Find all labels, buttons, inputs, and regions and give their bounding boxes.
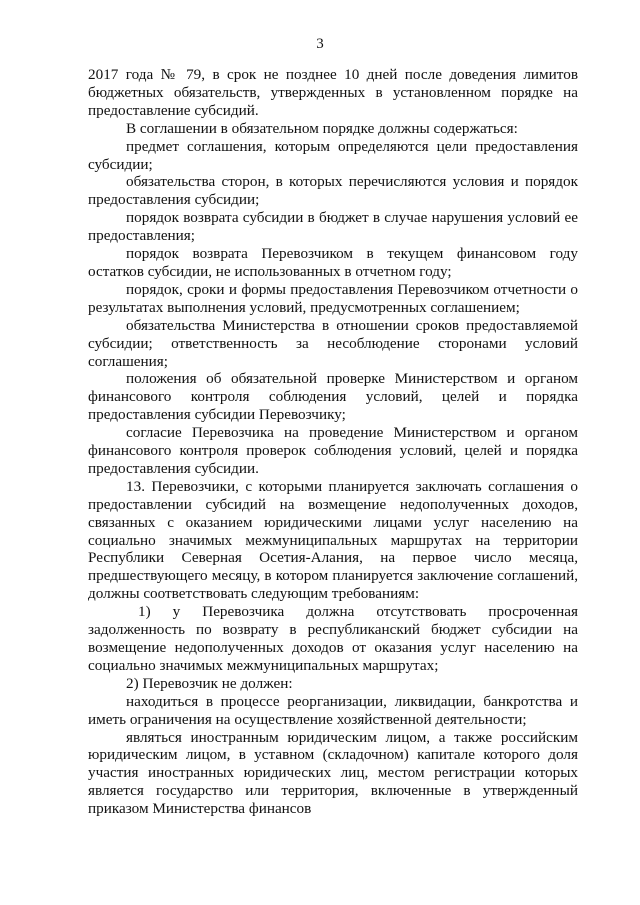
paragraph-agreement-subject: предмет соглашения, которым определяются цели предоставления субсидии; bbox=[88, 137, 578, 173]
paragraph-party-obligations: обязательства сторон, в которых перечисляются условия и порядок предоставления субсидии; bbox=[88, 173, 578, 209]
paragraph-ministry-obligations: обязательства Министерства в отношении сроков предоставляемой субсидии; ответственность за несоблюдение сторонами условий соглашения; bbox=[88, 316, 578, 370]
document-body bbox=[88, 66, 578, 818]
paragraph-mandatory-audit: положения об обязательной проверке Министерством и органом финансового контроля соблюдения условий, целей и порядка предоставления субсидии Перевозчику; bbox=[88, 370, 578, 424]
paragraph-return-remainder: порядок возврата Перевозчиком в текущем финансовом году остатков субсидии, не использованных в отчетном году; bbox=[88, 245, 578, 280]
paragraph-requirement-1: 1) у Перевозчика должна отсутствовать просроченная задолженность по возврату в республиканский бюджет субсидии на возмещение недополученных доходов от оказания услуг населению на социально значимых межмуниципальных маршрутах; bbox=[88, 603, 578, 674]
paragraph-agreement-intro: В соглашении в обязательном порядке должны содержаться: bbox=[126, 119, 518, 137]
paragraph-section-13: 13. Перевозчики, с которыми планируется заключать соглашения о предоставлении субсидий на возмещение недополученных доходов, связанных с оказанием юридическими лицами услуг населению на социально значимых межмуниципальных маршрутах на территории Республики Северная Осетия-Алания, на первое число месяца, предшествующего месяцу, в котором планируется заключение соглашений, должны соответствовать следующим требованиям: bbox=[88, 477, 578, 603]
paragraph-audit-consent: согласие Перевозчика на проведение Министерством и органом финансового контроля проверок соблюдения условий, целей и порядка предоставления субсидии. bbox=[88, 424, 578, 477]
paragraph-requirement-2: 2) Перевозчик не должен: bbox=[126, 674, 293, 692]
paragraph-no-foreign-entity: являться иностранным юридическим лицом, а также российским юридическим лицом, в уставном (складочном) капитале которого доля участия иностранных юридических лиц, местом регистрации которых является государство или территория, включенные в утвержденный приказом Министерства финансов bbox=[88, 728, 578, 818]
paragraph-continuation: 2017 года № 79, в срок не позднее 10 дней после доведения лимитов бюджетных обязательств, утвержденных в установленном порядке на предоставление субсидий. bbox=[88, 66, 578, 119]
paragraph-reporting: порядок, сроки и формы предоставления Перевозчиком отчетности о результатах выполнения условий, предусмотренных соглашением; bbox=[88, 280, 578, 316]
paragraph-return-procedure: порядок возврата субсидии в бюджет в случае нарушения условий ее предоставления; bbox=[88, 209, 578, 245]
paragraph-no-reorganization: находиться в процессе реорганизации, ликвидации, банкротства и иметь ограничения на осуществление хозяйственной деятельности; bbox=[88, 692, 578, 728]
page-number: 3 bbox=[316, 36, 324, 52]
